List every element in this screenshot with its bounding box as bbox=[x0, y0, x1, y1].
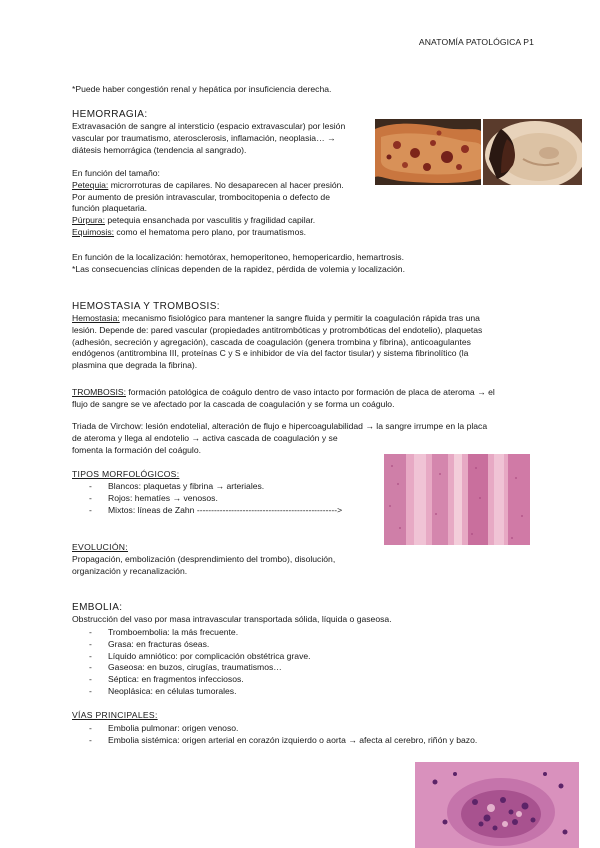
petequia-term: Petequia: bbox=[72, 179, 109, 190]
trombosis-line bbox=[72, 387, 532, 399]
text-line: plasmina que degrada la fibrina). bbox=[72, 360, 198, 371]
purpura-term: Púrpura: bbox=[72, 215, 105, 226]
size-intro: En función del tamaño: bbox=[72, 168, 160, 178]
list-item: - Séptica: en fragmentos infecciosos. bbox=[72, 674, 492, 686]
list-item: - Rojos: hematíes → venosos. bbox=[72, 493, 372, 505]
embolism-histology-photo bbox=[415, 762, 579, 848]
hemostasia-line bbox=[72, 313, 532, 325]
text-line: diátesis hemorrágica (tendencia al sangrado). bbox=[72, 144, 247, 155]
text-line: endógenos (antitrombina III, proteínas C y S e inhibidor de vía del factor tisular) y sistema fibrinolítico (la bbox=[72, 348, 469, 359]
evolucion-block bbox=[72, 554, 372, 578]
tipos-heading: TIPOS MORFOLÓGICOS: bbox=[72, 469, 180, 479]
list-item: - Gaseosa: en buzos, cirugías, traumatismos… bbox=[72, 662, 492, 674]
embolia-heading: EMBOLIA: bbox=[72, 602, 123, 613]
purpura-line bbox=[72, 215, 382, 227]
zahn-lines-histology-photo bbox=[384, 454, 530, 545]
text-line: fomenta la formación del coágulo. bbox=[72, 444, 201, 455]
trombosis-term: TROMBOSIS: bbox=[72, 387, 126, 397]
list-item: - Mixtos: líneas de Zahn -------------------------------------------------> bbox=[72, 505, 372, 517]
embolia-intro: Obstrucción del vaso por masa intravascular transportada sólida, líquida o gaseosa. bbox=[72, 614, 392, 624]
page-header: ANATOMÍA PATOLÓGICA P1 bbox=[418, 37, 534, 47]
consequences-line: *Las consecuencias clínicas dependen de la rapidez, pérdida de volemia y localización. bbox=[72, 263, 405, 274]
equimosis-text: como el hematoma pero plano, por traumatismos. bbox=[114, 226, 307, 237]
text-line: (adhesión, secreción y agregación), cascada de coagulación (genera trombina y fibrina), anticoagulantes bbox=[72, 336, 471, 347]
text-line: Extravasación de sangre al intersticio (espacio extravascular) por lesión bbox=[72, 121, 346, 131]
list-item: - Blancos: plaquetas y fibrina → arteriales. bbox=[72, 481, 372, 493]
text-line: Propagación, embolización (desprendimiento del trombo), disolución, bbox=[72, 554, 336, 564]
note-top: *Puede haber congestión renal y hepática por insuficiencia derecha. bbox=[72, 84, 332, 94]
text-line: función plaquetaria. bbox=[72, 203, 148, 214]
text-line: de ateroma y llega al endotelio → activa cascada de coagulación y se bbox=[72, 432, 338, 443]
location-line: En función de la localización: hemotórax, hemoperitoneo, hemopericardio, hemartrosis. bbox=[72, 252, 404, 262]
text-line: flujo de sangre se ve afectado por la cascada de coagulación y se forma un coágulo. bbox=[72, 398, 395, 409]
petequia-text: microrroturas de capilares. No desaparecen al hacer presión. bbox=[108, 179, 344, 190]
hemorragia-heading: HEMORRAGIA: bbox=[72, 109, 148, 120]
purpura-text: petequia ensanchada por vasculitis y fragilidad capilar. bbox=[104, 215, 316, 226]
list-item: - Embolia sistémica: origen arterial en corazón izquierdo o aorta → afecta al cerebro, riñón y bazo. bbox=[72, 735, 542, 747]
list-item: - Embolia pulmonar: origen venoso. bbox=[72, 723, 542, 735]
evolucion-heading: EVOLUCIÓN: bbox=[72, 542, 129, 552]
hemorragia-size-block bbox=[72, 168, 382, 239]
equimosis-term: Equimosis: bbox=[72, 226, 115, 237]
embolia-list bbox=[72, 627, 492, 698]
equimosis-line bbox=[72, 227, 382, 239]
list-item: - Neoplásica: en células tumorales. bbox=[72, 686, 492, 698]
hemorrhage-tissue-photo bbox=[375, 119, 481, 185]
hemostasia-heading: HEMOSTASIA Y TROMBOSIS: bbox=[72, 301, 220, 312]
hemostasia-text: mecanismo fisiológico para mantener la sangre fluida y permitir la coagulación rápida tras una bbox=[119, 313, 480, 323]
list-item: - Grasa: en fracturas óseas. bbox=[72, 639, 492, 651]
text-line: vascular por traumatismo, aterosclerosis, inflamación, neoplasia… → bbox=[72, 132, 336, 143]
trombosis-block bbox=[72, 387, 532, 411]
virchow-block bbox=[72, 421, 532, 456]
hemorragia-location bbox=[72, 252, 405, 276]
vias-heading: VÍAS PRINCIPALES: bbox=[72, 710, 158, 720]
list-item: - Líquido amniótico: por complicación obstétrica grave. bbox=[72, 651, 492, 663]
vias-list bbox=[72, 723, 542, 747]
trombosis-text: formación patológica de coágulo dentro de vaso intacto por formación de placa de ateroma → el bbox=[125, 387, 495, 397]
hemostasia-term: Hemostasia: bbox=[72, 313, 120, 323]
hemostasia-block bbox=[72, 313, 532, 372]
tipos-list bbox=[72, 481, 372, 516]
text-line: Triada de Virchow: lesión endotelial, alteración de flujo e hipercoagulabilidad → la sangre irrumpe en la placa bbox=[72, 421, 488, 431]
hemorragia-definition bbox=[72, 121, 372, 156]
petequia-line bbox=[72, 180, 382, 192]
brain-hemorrhage-photo bbox=[483, 119, 582, 185]
text-line: organización y recanalización. bbox=[72, 565, 188, 576]
text-line: Por aumento de presión intravascular, trombocitopenia o defecto de bbox=[72, 191, 330, 202]
text-line: lesión. Depende de: pared vascular (propiedades antitrombóticas y protrombóticas del endotelio), plaquetas bbox=[72, 324, 483, 335]
list-item: - Tromboembolia: la más frecuente. bbox=[72, 627, 492, 639]
